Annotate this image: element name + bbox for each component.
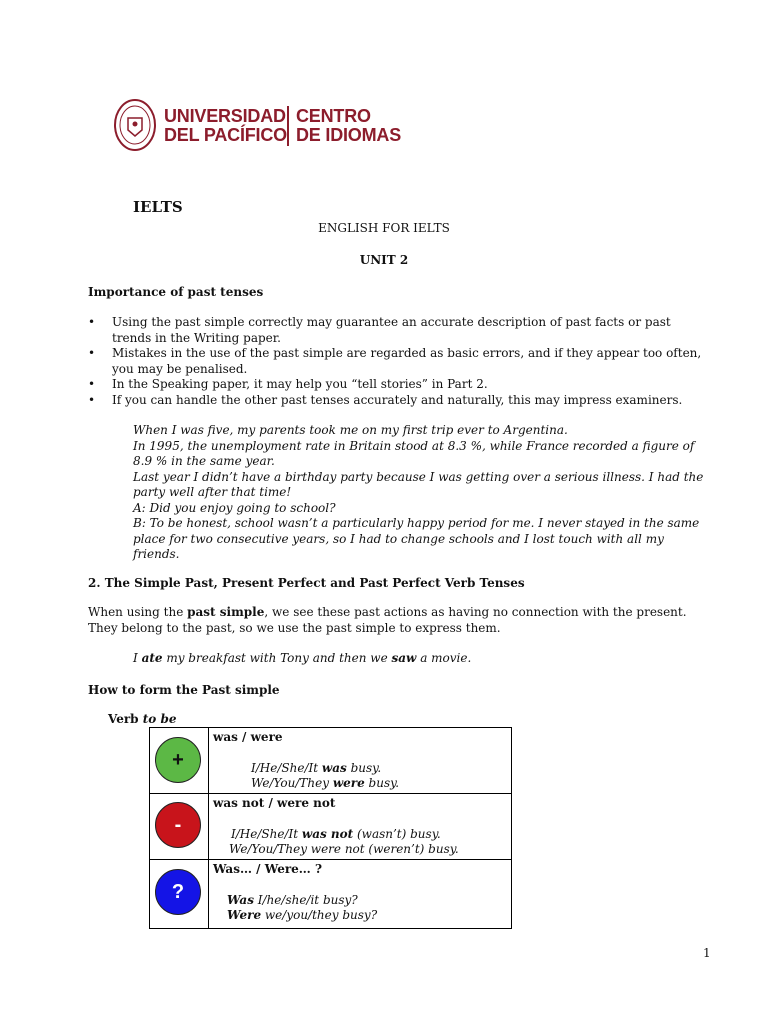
page-number: 1 bbox=[703, 946, 711, 960]
cell-heading: was not / were not bbox=[213, 796, 336, 810]
bullet-icon: • bbox=[88, 377, 96, 391]
example-sentences bbox=[133, 423, 713, 563]
cell-bold: Was bbox=[227, 892, 254, 907]
cell-heading: Was… / Were… ? bbox=[213, 862, 323, 876]
list-item bbox=[88, 377, 708, 393]
logo-text-line1: UNIVERSIDAD bbox=[164, 106, 286, 126]
example-bold: ate bbox=[141, 651, 163, 665]
example-line: B: To be honest, school wasn’t a particularly happy period for me. I never stayed in the same place for two consecutive years, so I had to change schools and I lost touch with all my friends. bbox=[133, 516, 700, 561]
cell-line bbox=[227, 908, 511, 924]
bullet-icon: • bbox=[88, 346, 96, 360]
table-row bbox=[150, 728, 512, 794]
cell-bold: Were bbox=[227, 908, 262, 922]
logo-text-line2: DEL PACÍFICO bbox=[164, 125, 287, 145]
logo-divider bbox=[287, 106, 289, 146]
cell-text: I/He/She/It bbox=[251, 760, 322, 775]
verb-to-be-table bbox=[149, 727, 512, 929]
document-title: ENGLISH FOR IELTS bbox=[318, 221, 450, 235]
example-text: a movie. bbox=[416, 651, 472, 665]
symbol-cell bbox=[150, 794, 209, 860]
table-row bbox=[150, 794, 512, 860]
cell-bold: was bbox=[321, 760, 347, 775]
list-item-text: Mistakes in the use of the past simple are regarded as basic errors, and if they appear too often, you may be penalised. bbox=[112, 346, 702, 376]
bullet-list bbox=[88, 315, 708, 408]
paragraph-bold: past simple bbox=[187, 605, 265, 619]
cell-text: busy. bbox=[346, 760, 382, 775]
example-line: Last year I didn’t have a birthday party because I was getting over a serious illness. I had the party well after that time! bbox=[133, 469, 704, 499]
list-item bbox=[88, 315, 708, 346]
past-simple-paragraph bbox=[88, 605, 708, 636]
logo-text-line3: CENTRO bbox=[296, 106, 371, 126]
cell-text: We/You/They bbox=[251, 776, 333, 790]
cell-bold: was not bbox=[301, 826, 354, 841]
university-seal-icon bbox=[113, 98, 157, 152]
how-to-form-heading: How to form the Past simple bbox=[88, 683, 280, 697]
example-line: In 1995, the unemployment rate in Britain stood at 8.3 %, while France recorded a figure of 8.9 % in the same year. bbox=[133, 438, 695, 468]
list-item-text: If you can handle the other past tenses accurately and naturally, this may impress examiners. bbox=[112, 392, 683, 407]
list-item-text: Using the past simple correctly may guarantee an accurate description of past facts or past trends in the Writing paper. bbox=[112, 315, 671, 345]
content-cell bbox=[209, 794, 512, 860]
cell-text: busy. bbox=[364, 776, 400, 790]
verb-label-italic: to be bbox=[142, 712, 177, 726]
cell-heading: was / were bbox=[213, 730, 283, 744]
section-heading-importance: Importance of past tenses bbox=[88, 285, 264, 299]
paragraph-text: When using the bbox=[88, 605, 188, 619]
plus-icon: + bbox=[155, 737, 201, 783]
bullet-icon: • bbox=[88, 315, 96, 329]
question-icon: ? bbox=[155, 869, 201, 915]
list-item-text: In the Speaking paper, it may help you “tell stories” in Part 2. bbox=[112, 377, 488, 391]
content-cell bbox=[209, 728, 512, 794]
cell-line bbox=[231, 827, 511, 843]
minus-icon: - bbox=[155, 802, 201, 848]
example-text: my breakfast with Tony and then we bbox=[162, 651, 392, 665]
cell-line bbox=[229, 842, 511, 858]
past-simple-example bbox=[133, 651, 471, 667]
university-logo bbox=[113, 98, 403, 156]
unit-title: UNIT 2 bbox=[359, 253, 409, 267]
table-row bbox=[150, 860, 512, 929]
example-bold: saw bbox=[391, 651, 417, 665]
cell-bold: were bbox=[332, 776, 365, 790]
section-heading-simple-past: 2. The Simple Past, Present Perfect and Past Perfect Verb Tenses bbox=[88, 576, 525, 590]
cell-text: we/you/they busy? bbox=[261, 908, 378, 922]
cell-line bbox=[251, 761, 511, 777]
example-text: I bbox=[133, 651, 142, 665]
symbol-cell bbox=[150, 728, 209, 794]
cell-text: We/You/They were not (weren’t) busy. bbox=[229, 842, 459, 856]
symbol-cell bbox=[150, 860, 209, 929]
cell-text: I/he/she/it busy? bbox=[253, 892, 358, 907]
cell-text: I/He/She/It bbox=[231, 826, 302, 841]
logo-text-line4: DE IDIOMAS bbox=[296, 125, 402, 145]
paragraph-text: , we see these past actions as having no connection with the present. They belong to the past, so we use the past simple to express them. bbox=[88, 605, 687, 635]
example-line: When I was five, my parents took me on my first trip ever to Argentina. bbox=[133, 423, 568, 437]
example-line: A: Did you enjoy going to school? bbox=[133, 500, 336, 515]
list-item bbox=[88, 393, 708, 409]
cell-line bbox=[227, 893, 511, 909]
verb-label-text: Verb bbox=[108, 712, 143, 726]
cell-line bbox=[251, 776, 511, 792]
verb-to-be-label bbox=[108, 712, 176, 728]
content-cell bbox=[209, 860, 512, 929]
cell-text: (wasn’t) busy. bbox=[353, 826, 441, 841]
list-item bbox=[88, 346, 708, 377]
bullet-icon: • bbox=[88, 392, 96, 407]
ielts-label: IELTS bbox=[133, 198, 183, 216]
